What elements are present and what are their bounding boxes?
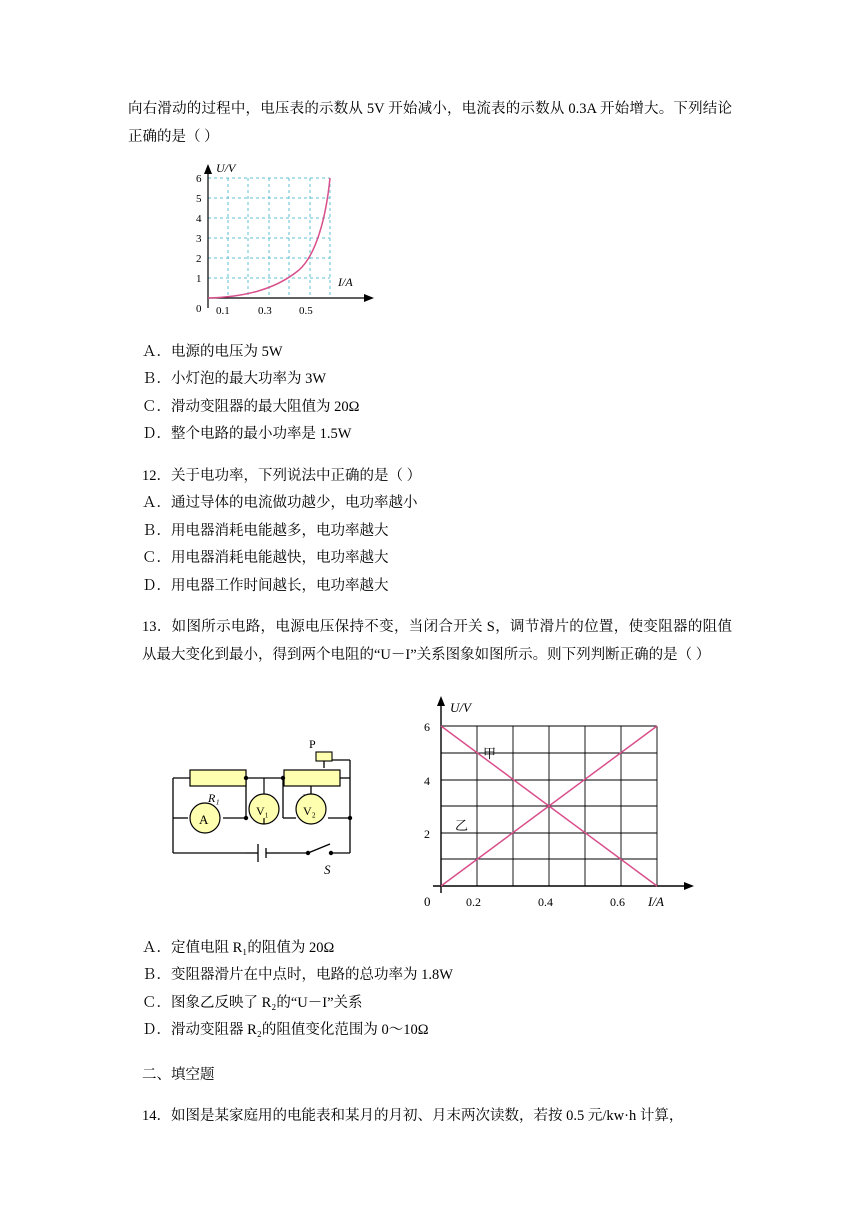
switch-s[interactable] <box>306 844 333 855</box>
ammeter-label: A <box>199 811 209 827</box>
figure-1-ytick-6: 6 <box>196 172 202 185</box>
figure-2-origin: 0 <box>424 893 431 909</box>
voltmeter-1-label: V₁ <box>256 803 269 818</box>
figure-1-y-axis-label: U/V <box>216 160 236 175</box>
figure-2-xtick-02: 0.2 <box>466 894 481 909</box>
figure-2-ytick-6: 6 <box>424 719 430 734</box>
resistor-r1-label: R₁ <box>208 790 220 805</box>
rheostat-r2 <box>284 770 340 786</box>
figure-2-xtick-04: 0.4 <box>538 894 553 909</box>
slider-label-p: P <box>309 736 316 751</box>
graph-label-yi: 乙 <box>455 817 469 833</box>
figure-2-x-axis-label: I/A <box>648 893 664 909</box>
resistor-r1 <box>190 770 246 786</box>
figure-2-graph <box>424 696 694 909</box>
figure-2-circuit-and-graph <box>128 678 732 933</box>
figure-1-xtick-03: 0.3 <box>258 304 272 317</box>
figure-2-xtick-06: 0.6 <box>610 894 625 909</box>
figure-1-ytick-5: 5 <box>196 192 202 205</box>
question-11-option-b: Ｂ．小灯泡的最大功率为 3W <box>142 371 327 388</box>
figure-2-ytick-4: 4 <box>424 773 430 788</box>
question-12-option-b: Ｂ．用电器消耗电能越多，电功率越大 <box>142 522 389 539</box>
slider-handle[interactable] <box>316 752 332 761</box>
question-12-option-d: Ｄ．用电器工作时间越长，电功率越大 <box>142 577 389 594</box>
voltmeter-2-label: V₂ <box>303 803 316 818</box>
question-13-option-b: Ｂ．变阻器滑片在中点时，电路的总功率为 1.8W <box>142 967 453 984</box>
switch-label: S <box>324 861 331 877</box>
question-13-stem: 13．如图所示电路，电源电压保持不变，当闭合开关 S，调节滑片的位置，使变阻器的阻值从最大变化到最小，得到两个电阻的“U－I”关系图象如图所示。则下列判断正确的是（ ） <box>142 619 732 664</box>
graph-label-jia: 甲 <box>483 745 497 761</box>
figure-2-y-axis-label: U/V <box>450 699 471 715</box>
figure-1-svg <box>166 158 416 333</box>
figure-2-svg <box>128 678 732 928</box>
figure-1-ytick-4: 4 <box>196 212 202 225</box>
figure-1-xtick-01: 0.1 <box>216 304 230 317</box>
figure-2-ytick-2: 2 <box>424 826 430 841</box>
figure-1-u-i-curve <box>166 158 416 333</box>
figure-1-ytick-1: 1 <box>196 272 202 285</box>
figure-1-ytick-2: 2 <box>196 252 202 265</box>
question-12-stem: 12．关于电功率，下列说法中正确的是（ ） <box>142 467 422 484</box>
question-11-option-d: Ｄ．整个电路的最小功率是 1.5W <box>142 426 352 443</box>
figure-1-origin: 0 <box>196 302 202 315</box>
figure-1-ytick-3: 3 <box>196 232 202 245</box>
question-14-stem: 14．如图是某家庭用的电能表和某月的月初、月末两次读数，若按 0.5 元/kw·h 计算， <box>142 1108 684 1125</box>
battery-symbol <box>246 844 280 862</box>
question-11-stem-continuation: 向右滑动的过程中，电压表的示数从 5V 开始减小，电流表的示数从 0.3A 开始增大。下列结论正确的是（ ） <box>128 101 732 146</box>
question-13-option-a: Ａ．定值电阻 R₁的阻值为 20Ω <box>142 939 335 956</box>
question-12-option-a: Ａ．通过导体的电流做功越少，电功率越小 <box>142 494 418 511</box>
question-13-option-c: Ｃ．图象乙反映了 R₂的“U－I”关系 <box>142 994 363 1011</box>
figure-1-x-axis-label: I/A <box>338 274 353 289</box>
question-11-option-a: Ａ．电源的电压为 5W <box>142 343 283 360</box>
section-title-fill-in-blank: 二、填空题 <box>142 1066 215 1083</box>
figure-1-xtick-05: 0.5 <box>299 304 313 317</box>
question-11-option-c: Ｃ．滑动变阻器的最大阻值为 20Ω <box>142 398 360 415</box>
question-13-option-d: Ｄ．滑动变阻器 R₂的阻值变化范围为 0～10Ω <box>142 1022 429 1039</box>
question-12-option-c: Ｃ．用电器消耗电能越快，电功率越大 <box>142 550 389 567</box>
